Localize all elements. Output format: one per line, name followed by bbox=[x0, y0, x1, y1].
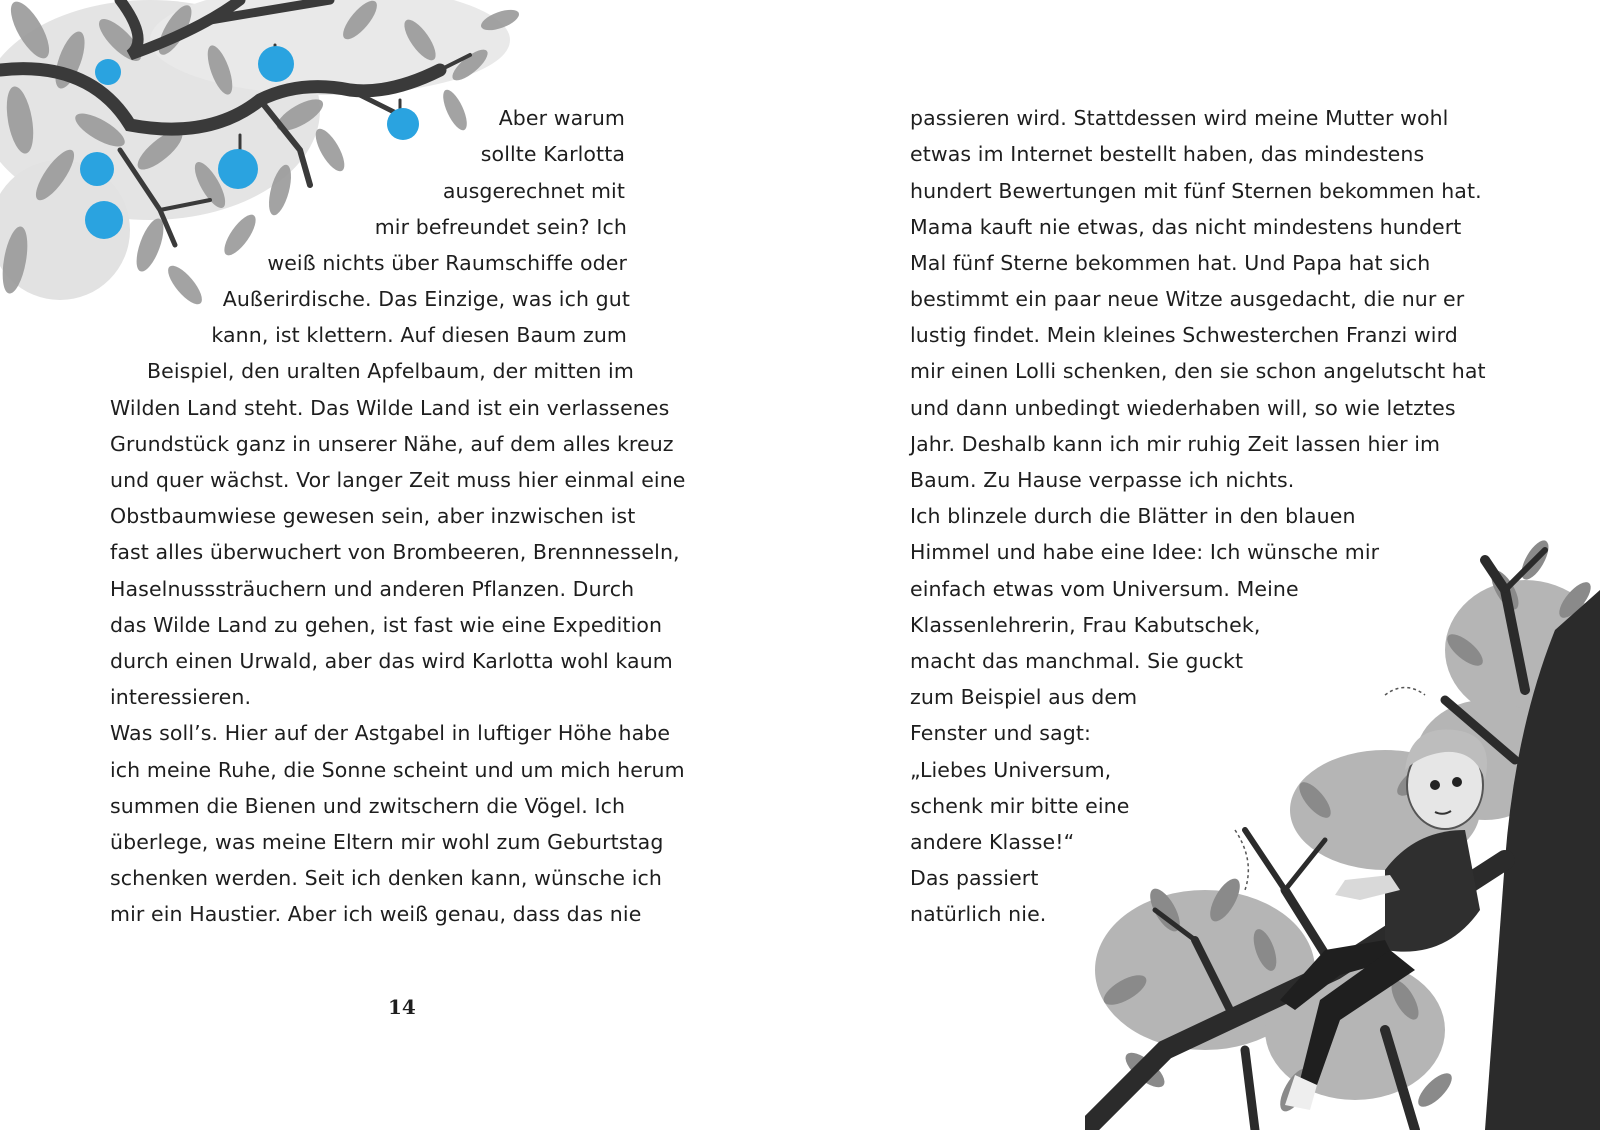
text-line: überlege, was meine Eltern mir wohl zum Geburtstag bbox=[110, 830, 664, 854]
text-line: passieren wird. Stattdessen wird meine Mutter wohl bbox=[910, 106, 1449, 130]
text-line: Jahr. Deshalb kann ich mir ruhig Zeit lassen hier im bbox=[910, 432, 1441, 456]
text-line: einfach etwas vom Universum. Meine bbox=[910, 577, 1299, 601]
text-line: Baum. Zu Hause verpasse ich nichts. bbox=[910, 468, 1295, 492]
text-line: Haselnusssträuchern und anderen Pflanzen. Durch bbox=[110, 577, 635, 601]
text-line: zum Beispiel aus dem bbox=[910, 685, 1138, 709]
text-line: Was soll’s. Hier auf der Astgabel in luftiger Höhe habe bbox=[110, 721, 671, 745]
text-line: und dann unbedingt wiederhaben will, so wie letztes bbox=[910, 396, 1456, 420]
text-line: Das passiert bbox=[910, 866, 1039, 890]
text-line: ausgerechnet mit bbox=[442, 179, 625, 203]
text-line: macht das manchmal. Sie guckt bbox=[910, 649, 1244, 673]
text-line: Außerirdische. Das Einzige, was ich gut bbox=[222, 287, 630, 311]
text-line: Ich blinzele durch die Blätter in den blauen bbox=[910, 504, 1356, 528]
left-page-text bbox=[110, 105, 686, 935]
page-number: 14 bbox=[388, 995, 416, 1019]
text-line: etwas im Internet bestellt haben, das mindestens bbox=[910, 142, 1425, 166]
text-line: kann, ist klettern. Auf diesen Baum zum bbox=[211, 323, 627, 347]
boy-eye bbox=[1452, 777, 1462, 787]
text-line: und quer wächst. Vor langer Zeit muss hier einmal eine bbox=[110, 468, 686, 492]
text-line: natürlich nie. bbox=[910, 902, 1047, 926]
text-line: sollte Karlotta bbox=[480, 142, 625, 166]
apple bbox=[258, 46, 294, 82]
text-line: schenken werden. Seit ich denken kann, wünsche ich bbox=[110, 866, 663, 890]
text-line: hundert Bewertungen mit fünf Sternen bekommen hat. bbox=[910, 179, 1482, 203]
text-line: fast alles überwuchert von Brombeeren, Brennnesseln, bbox=[110, 540, 680, 564]
text-line: Mal fünf Sterne bekommen hat. Und Papa hat sich bbox=[910, 251, 1431, 275]
text-line: Beispiel, den uralten Apfelbaum, der mitten im bbox=[147, 359, 634, 383]
apple bbox=[95, 59, 121, 85]
text-line: andere Klasse!“ bbox=[910, 830, 1075, 854]
text-line: mir ein Haustier. Aber ich weiß genau, dass das nie bbox=[110, 902, 642, 926]
text-line: Mama kauft nie etwas, das nicht mindestens hundert bbox=[910, 215, 1462, 239]
text-line: Grundstück ganz in unserer Nähe, auf dem alles kreuz bbox=[110, 432, 674, 456]
apple bbox=[80, 152, 114, 186]
boy-eye bbox=[1430, 780, 1440, 790]
text-line: Wilden Land steht. Das Wilde Land ist ein verlassenes bbox=[110, 396, 670, 420]
text-line: Himmel und habe eine Idee: Ich wünsche mir bbox=[910, 540, 1380, 564]
text-line: „Liebes Universum, bbox=[910, 758, 1112, 782]
text-line: bestimmt ein paar neue Witze ausgedacht, die nur er bbox=[910, 287, 1465, 311]
boy-in-tree-illustration bbox=[1085, 530, 1600, 1130]
text-line: Aber warum bbox=[498, 106, 625, 130]
text-line: ich meine Ruhe, die Sonne scheint und um mich herum bbox=[110, 758, 685, 782]
text-line: Obstbaumwiese gewesen sein, aber inzwischen ist bbox=[110, 504, 636, 528]
text-line: durch einen Urwald, aber das wird Karlotta wohl kaum bbox=[110, 649, 673, 673]
text-line: weiß nichts über Raumschiffe oder bbox=[267, 251, 627, 275]
text-line: mir einen Lolli schenken, den sie schon angelutscht hat bbox=[910, 359, 1486, 383]
text-line: summen die Bienen und zwitschern die Vögel. Ich bbox=[110, 794, 626, 818]
text-line: Fenster und sagt: bbox=[910, 721, 1091, 745]
text-line: interessieren. bbox=[110, 685, 252, 709]
text-line: Klassenlehrerin, Frau Kabutschek, bbox=[910, 613, 1261, 637]
text-line: das Wilde Land zu gehen, ist fast wie eine Expedition bbox=[110, 613, 663, 637]
text-line: schenk mir bitte eine bbox=[910, 794, 1130, 818]
text-line: lustig findet. Mein kleines Schwesterchen Franzi wird bbox=[910, 323, 1458, 347]
text-line: mir befreundet sein? Ich bbox=[374, 215, 627, 239]
